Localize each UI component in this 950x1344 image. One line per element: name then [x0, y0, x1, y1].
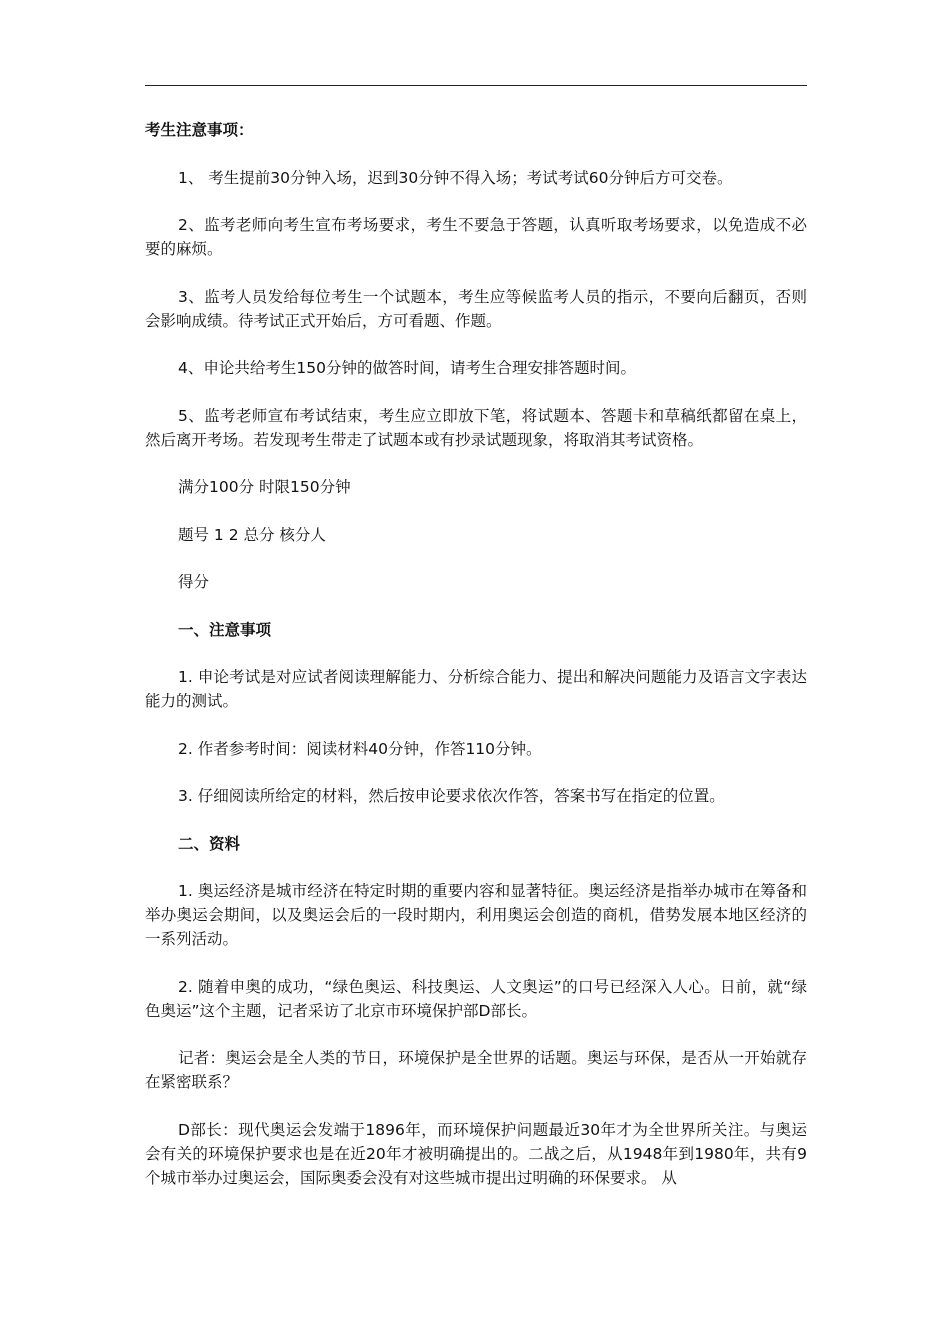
- material-paragraph: 1. 奥运经济是城市经济在特定时期的重要内容和显著特征。奥运经济是指举办城市在筹备和举办奥运会期间，以及奥运会后的一段时期内，利用奥运会创造的商机，借势发展本地区经济的一系列活动。: [145, 882, 807, 948]
- notice-item: 1、 考生提前30分钟入场，迟到30分钟不得入场；考试考试60分钟后方可交卷。: [178, 168, 733, 187]
- section-item: 3. 仔细阅读所给定的材料，然后按申论要求依次作答，答案书写在指定的位置。: [178, 787, 725, 805]
- full-score-line: 满分100分 时限150分钟: [178, 478, 351, 496]
- document-body: [145, 118, 807, 1213]
- notice-item: 5、监考老师宣布考试结束，考生应立即放下笔，将试题本、答题卡和草稿纸都留在桌上，然后离开考场。若发现考生带走了试题本或有抄录试题现象，将取消其考试资格。: [145, 406, 807, 449]
- score-row: 得分: [178, 573, 210, 591]
- section-heading-materials: 二、资料: [178, 834, 241, 853]
- header-rule: [145, 85, 807, 86]
- notice-item: 4、申论共给考生150分钟的做答时间，请考生合理安排答题时间。: [178, 359, 636, 377]
- section-item: 1. 申论考试是对应试者阅读理解能力、分析综合能力、提出和解决问题能力及语言文字表达能力的测试。: [145, 668, 807, 710]
- score-table-header: 题号 1 2 总分 核分人: [178, 525, 326, 544]
- section-item: 2. 作者参考时间：阅读材料40分钟，作答110分钟。: [178, 739, 542, 758]
- material-paragraph: 2. 随着申奥的成功，“绿色奥运、科技奥运、人文奥运”的口号已经深入人心。日前，就“绿色奥运”这个主题，记者采访了北京市环境保护部D部长。: [145, 977, 807, 1020]
- material-paragraph: D部长：现代奥运会发端于1896年，而环境保护问题最近30年才为全世界所关注。与奥运会有关的环境保护要求也是在近20年才被明确提出的。二战之后，从1948年到1980年，共有9个城市举办过奥运会，国际奥委会没有对这些城市提出过明确的环保要求。 从: [145, 1120, 807, 1187]
- section-heading-notes: 一、注意事项: [178, 620, 272, 639]
- notice-heading: 考生注意事项：: [145, 121, 254, 139]
- notice-item: 2、监考老师向考生宣布考场要求，考生不要急于答题，认真听取考场要求，以免造成不必要的麻烦。: [145, 216, 807, 258]
- notice-item: 3、监考人员发给每位考生一个试题本，考生应等候监考人员的指示，不要向后翻页，否则会影响成绩。待考试正式开始后，方可看题、作题。: [145, 287, 807, 330]
- material-paragraph: 记者：奥运会是全人类的节日，环境保护是全世界的话题。奥运与环保，是否从一开始就存在紧密联系？: [145, 1049, 807, 1091]
